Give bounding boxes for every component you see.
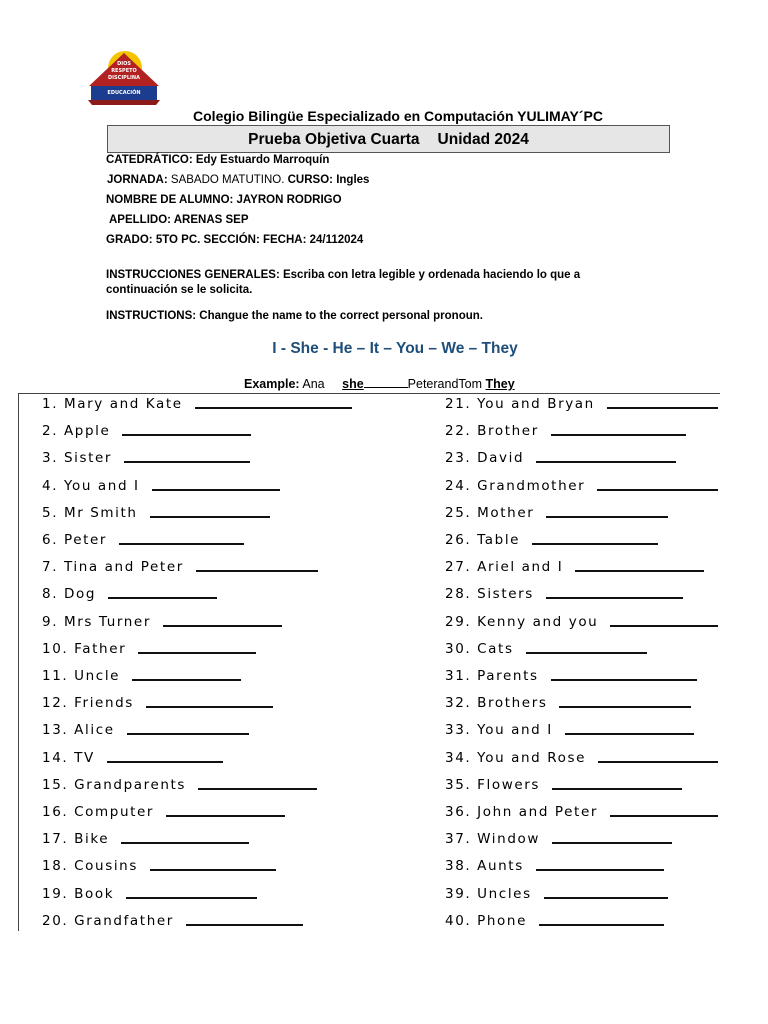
answer-line[interactable] xyxy=(121,842,249,844)
answer-line[interactable] xyxy=(108,597,217,599)
answer-line[interactable] xyxy=(150,516,270,518)
answer-line[interactable] xyxy=(132,679,241,681)
schedule-info xyxy=(107,174,369,186)
answer-line[interactable] xyxy=(152,489,280,491)
exercise-item: 21. You and Bryan xyxy=(445,396,595,412)
exercise-item: 11. Uncle xyxy=(42,668,121,684)
exercise-item: 35. Flowers xyxy=(445,776,541,793)
answer-line[interactable] xyxy=(138,652,256,654)
exercise-item: 2. Apple xyxy=(42,423,111,440)
exercise-item: 39. Uncles xyxy=(445,885,532,902)
answer-line[interactable] xyxy=(166,815,285,817)
exercise-item: 23. David xyxy=(445,450,525,467)
answer-line[interactable] xyxy=(551,434,686,436)
answer-line[interactable] xyxy=(536,461,676,463)
exercise-item: 20. Grandfather xyxy=(42,912,174,929)
logo-line-1: DIOS xyxy=(117,61,131,67)
exercise-item: 22. Brother xyxy=(445,423,539,440)
exercise-item: 26. Table xyxy=(445,532,521,548)
answer-line[interactable] xyxy=(146,706,273,708)
answer-line[interactable] xyxy=(163,625,282,627)
exercise-item: 33. You and I xyxy=(445,722,553,739)
answer-line[interactable] xyxy=(124,461,250,463)
exercise-item: 16. Computer xyxy=(42,804,155,820)
answer-line[interactable] xyxy=(122,434,251,436)
answer-line[interactable] xyxy=(544,897,668,899)
answer-line[interactable] xyxy=(551,679,697,681)
exercise-item: 10. Father xyxy=(42,640,127,657)
exercise-item: 27. Ariel and I xyxy=(445,559,564,576)
exercise-item: 34. You and Rose xyxy=(445,749,586,766)
exam-title: Prueba Objetiva Cuarta xyxy=(248,131,420,148)
exercise-item: 29. Kenny and you xyxy=(445,613,599,630)
exercise-item: 24. Grandmother xyxy=(445,477,586,494)
exercise-item: 3. Sister xyxy=(42,450,113,467)
answer-line[interactable] xyxy=(196,570,318,572)
exercise-item: 40. Phone xyxy=(445,912,527,929)
exercise-item: 18. Cousins xyxy=(42,858,138,875)
answer-line[interactable] xyxy=(195,407,352,409)
answer-line[interactable] xyxy=(575,570,704,572)
logo-line-2: RESPETO xyxy=(111,68,137,74)
school-logo xyxy=(88,50,160,106)
answer-line[interactable] xyxy=(532,543,658,545)
general-instructions-line-1: INSTRUCCIONES GENERALES: Escriba con letra legible y ordenada haciendo lo que a xyxy=(106,269,581,281)
student-surname: APELLIDO: ARENAS SEP xyxy=(109,214,249,226)
english-instructions: INSTRUCTIONS: Changue the name to the correct personal pronoun. xyxy=(106,310,483,322)
answer-line[interactable] xyxy=(607,407,718,409)
exercise-item: 31. Parents xyxy=(445,668,539,684)
example-answer-1: she xyxy=(342,377,364,391)
exercise-item: 30. Cats xyxy=(445,640,514,657)
exam-unit: Unidad 2024 xyxy=(437,131,529,148)
exercise-item: 25. Mother xyxy=(445,504,535,521)
school-name: Colegio Bilingüe Especializado en Computación YULIMAY´PC xyxy=(193,108,603,124)
exercise-item: 1. Mary and Kate xyxy=(42,396,183,412)
student-name: NOMBRE DE ALUMNO: JAYRON RODRIGO xyxy=(106,194,342,206)
answer-line[interactable] xyxy=(552,842,672,844)
exercise-item: 17. Bike xyxy=(42,831,110,848)
logo-base xyxy=(88,100,160,105)
exercise-item: 7. Tina and Peter xyxy=(42,559,184,576)
answer-line[interactable] xyxy=(598,761,718,763)
exercise-item: 9. Mrs Turner xyxy=(42,613,151,630)
exercise-area xyxy=(18,393,720,931)
answer-line[interactable] xyxy=(610,625,718,627)
curso-value: Ingles xyxy=(333,174,370,186)
logo-line-3: DISCIPLINA xyxy=(108,75,140,81)
answer-line[interactable] xyxy=(610,815,718,817)
answer-line[interactable] xyxy=(559,706,691,708)
answer-line[interactable] xyxy=(126,897,257,899)
exercise-item: 6. Peter xyxy=(42,532,108,548)
teacher-info: CATEDRÁTICO: Edy Estuardo Marroquín xyxy=(106,154,330,166)
answer-line[interactable] xyxy=(552,788,682,790)
answer-line[interactable] xyxy=(546,597,683,599)
answer-line[interactable] xyxy=(198,788,317,790)
answer-line[interactable] xyxy=(597,489,718,491)
answer-line[interactable] xyxy=(546,516,668,518)
general-instructions-line-2: continuación se le solicita. xyxy=(106,284,253,296)
exercise-item: 14. TV xyxy=(42,749,95,766)
answer-line[interactable] xyxy=(539,924,664,926)
exercise-item: 19. Book xyxy=(42,885,115,902)
exercise-item: 36. John and Peter xyxy=(445,804,599,820)
exercise-item: 8. Dog xyxy=(42,586,96,603)
logo-line-4: EDUCACIÓN xyxy=(107,90,141,96)
exercise-item: 12. Friends xyxy=(42,695,134,712)
answer-line[interactable] xyxy=(186,924,303,926)
jornada-label: JORNADA: xyxy=(107,174,168,186)
example-label: Example: xyxy=(244,377,300,391)
example-word-2: PeterandTom xyxy=(407,377,483,391)
grade-info: GRADO: 5TO PC. SECCIÓN: FECHA: 24/112024 xyxy=(106,234,364,246)
exercise-item: 15. Grandparents xyxy=(42,776,187,793)
exercise-item: 4. You and I xyxy=(42,477,140,494)
answer-line[interactable] xyxy=(150,869,276,871)
exercise-item: 5. Mr Smith xyxy=(42,504,138,521)
example-line xyxy=(244,376,515,391)
jornada-value: SABADO MATUTINO. xyxy=(167,174,288,186)
exercise-item: 37. Window xyxy=(445,831,540,848)
answer-line[interactable] xyxy=(119,543,244,545)
answer-line[interactable] xyxy=(107,761,223,763)
exam-title-box xyxy=(107,125,670,153)
exercise-item: 28. Sisters xyxy=(445,586,534,603)
example-word-1: Ana xyxy=(302,377,325,391)
example-answer-2: They xyxy=(485,377,515,391)
answer-line[interactable] xyxy=(526,652,647,654)
answer-line[interactable] xyxy=(565,733,694,735)
answer-line[interactable] xyxy=(127,733,249,735)
example-answer-line xyxy=(364,376,408,388)
pronoun-list: I - She - He – It – You – We – They xyxy=(272,340,518,357)
exercise-item: 38. Aunts xyxy=(445,858,524,875)
exercise-item: 13. Alice xyxy=(42,722,115,739)
exercise-item: 32. Brothers xyxy=(445,695,548,712)
curso-label: CURSO: xyxy=(287,174,333,186)
answer-line[interactable] xyxy=(536,869,664,871)
